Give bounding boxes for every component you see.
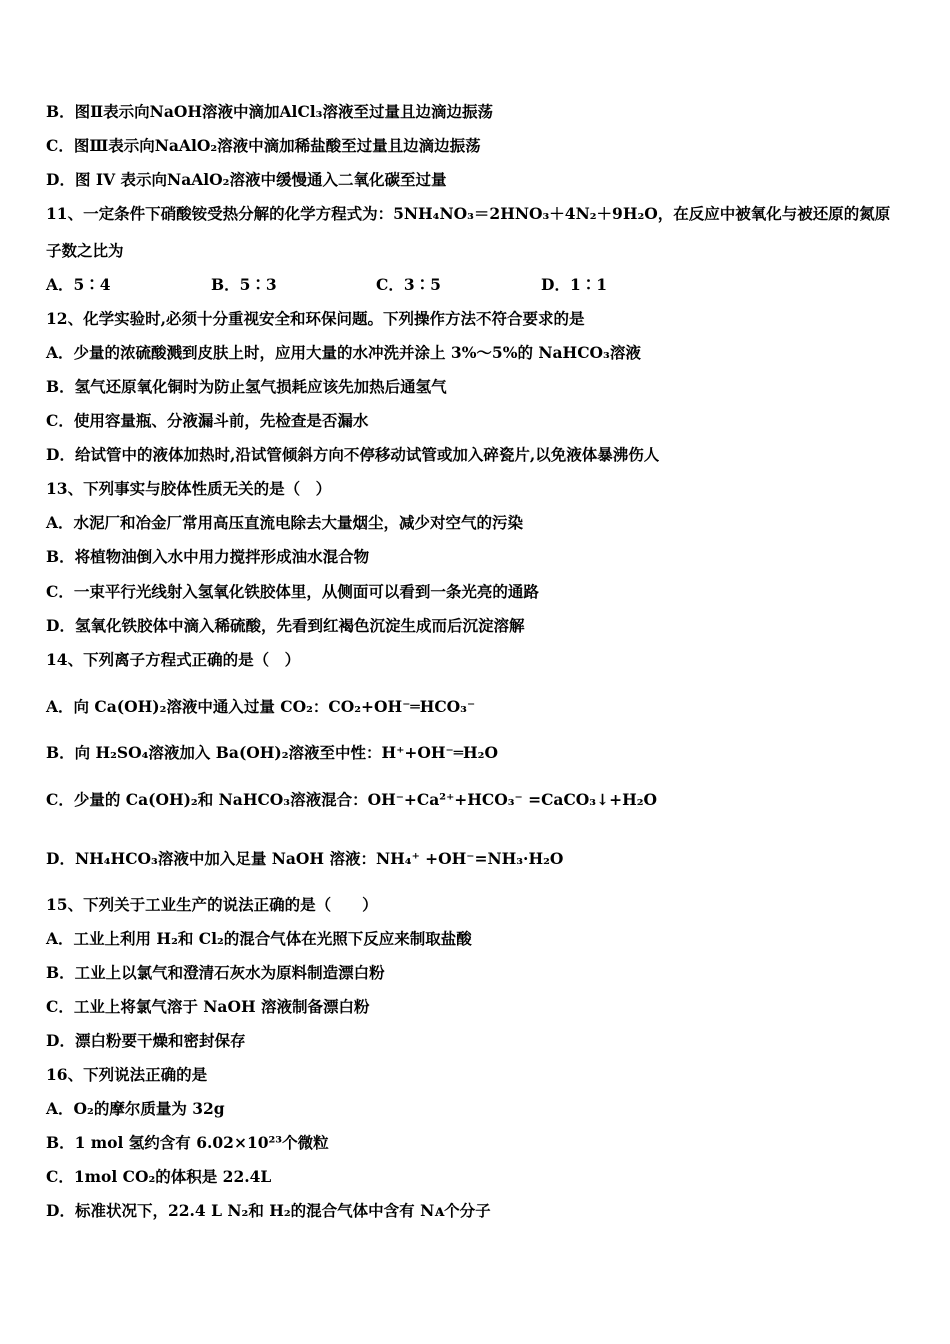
q15-stem: 15、下列关于工业生产的说法正确的是（ ）	[46, 895, 378, 914]
q16-option-b: B．1 mol 氢约含有 6.02×10²³个微粒	[46, 1133, 329, 1152]
q15-option-d: D．漂白粉要干燥和密封保存	[46, 1031, 246, 1050]
q14-option-a: A．向 Ca(OH)₂溶液中通入过量 CO₂：CO₂+OH⁻═HCO₃⁻	[46, 697, 476, 716]
q14-option-b: B．向 H₂SO₄溶液加入 Ba(OH)₂溶液至中性：H⁺+OH⁻═H₂O	[46, 743, 498, 762]
q15-option-b: B．工业上以氯气和澄清石灰水为原料制造漂白粉	[46, 963, 385, 982]
q11-option-b: B．5∶3	[211, 275, 277, 294]
option-text: 图Ⅱ表示向NaOH溶液中滴加AlCl₃溶液至过量且边滴边振荡	[74, 102, 493, 121]
q14-stem: 14、下列离子方程式正确的是（ ）	[46, 650, 301, 669]
q11-stem-line1: 11、一定条件下硝酸铵受热分解的化学方程式为：5NH₄NO₃＝2HNO₃＋4N₂＋9H₂O，在反应中被氧化与被还原的氮原	[46, 204, 891, 223]
q14-option-d: D．NH₄HCO₃溶液中加入足量 NaOH 溶液：NH₄⁺ +OH⁻=NH₃·H₂O	[46, 849, 564, 868]
q12-option-b: B．氢气还原氧化铜时为防止氢气损耗应该先加热后通氢气	[46, 377, 447, 396]
q12-option-a: A．少量的浓硫酸溅到皮肤上时，应用大量的水冲洗并涂上 3%～5%的 NaHCO₃溶液	[46, 343, 641, 362]
q10-option-d	[46, 170, 446, 190]
q16-option-d: D．标准状况下，22.4 L N₂和 H₂的混合气体中含有 Nᴀ个分子	[46, 1201, 491, 1220]
option-label: C．	[46, 136, 74, 155]
q11-options	[46, 275, 706, 295]
q10-option-c	[46, 136, 481, 156]
q12-stem: 12、化学实验时,必须十分重视安全和环保问题。下列操作方法不符合要求的是	[46, 309, 585, 328]
q15-option-c: C．工业上将氯气溶于 NaOH 溶液制备漂白粉	[46, 997, 370, 1016]
q13-option-a: A．水泥厂和冶金厂常用高压直流电除去大量烟尘，减少对空气的污染	[46, 513, 524, 532]
option-label: D．	[46, 170, 75, 189]
q14-option-c: C．少量的 Ca(OH)₂和 NaHCO₃溶液混合：OH⁻+Ca²⁺+HCO₃⁻ =CaCO₃↓+H₂O	[46, 790, 658, 809]
q13-option-c: C．一束平行光线射入氢氧化铁胶体里，从侧面可以看到一条光亮的通路	[46, 582, 539, 601]
q16-stem: 16、下列说法正确的是	[46, 1065, 208, 1084]
q13-option-b: B．将植物油倒入水中用力搅拌形成油水混合物	[46, 547, 370, 566]
option-label: B．	[46, 102, 75, 121]
q11-option-c: C．3∶5	[376, 275, 441, 294]
q16-option-c: C．1mol CO₂的体积是 22.4L	[46, 1167, 272, 1186]
q15-option-a: A．工业上利用 H₂和 Cl₂的混合气体在光照下反应来制取盐酸	[46, 929, 472, 948]
q12-option-c: C．使用容量瓶、分液漏斗前，先检查是否漏水	[46, 411, 369, 430]
q11-option-a: A．5∶4	[46, 275, 111, 294]
q13-stem: 13、下列事实与胶体性质无关的是（ ）	[46, 479, 332, 498]
q11-option-d: D．1∶1	[541, 275, 608, 294]
q12-option-d: D．给试管中的液体加热时,沿试管倾斜方向不停移动试管或加入碎瓷片,以免液体暴沸伤人	[46, 445, 660, 464]
q10-option-b	[46, 102, 493, 122]
q16-option-a: A．O₂的摩尔质量为 32g	[46, 1099, 225, 1118]
option-text: 图 IV 表示向NaAlO₂溶液中缓慢通入二氧化碳至过量	[74, 170, 447, 189]
q11-stem-line2: 子数之比为	[46, 241, 124, 260]
option-text: 图Ⅲ表示向NaAlO₂溶液中滴加稀盐酸至过量且边滴边振荡	[73, 136, 481, 155]
q13-option-d: D．氢氧化铁胶体中滴入稀硫酸，先看到红褐色沉淀生成而后沉淀溶解	[46, 616, 525, 635]
